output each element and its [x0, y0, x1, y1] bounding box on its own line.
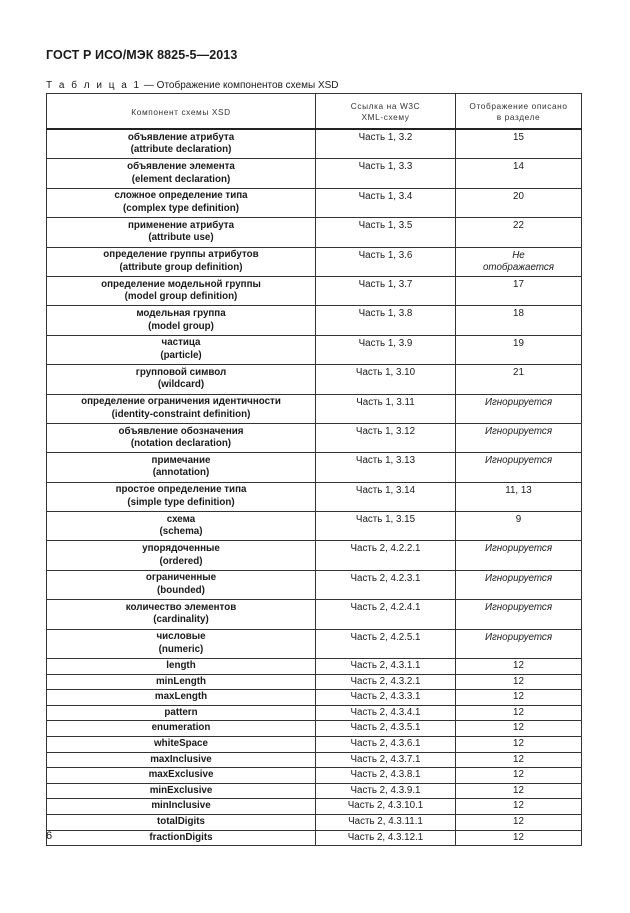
mapping-section-cell: [456, 335, 582, 364]
table-row: [47, 453, 582, 482]
table-caption-text: — Отображение компонентов схемы XSD: [141, 80, 339, 91]
component-name-english: (model group definition): [124, 291, 238, 303]
w3c-reference-cell: Часть 2, 4.2.3.1: [316, 570, 456, 599]
table-caption-label: Т а б л и ц а 1: [46, 80, 142, 91]
w3c-reference-cell: Часть 2, 4.3.8.1: [316, 768, 456, 784]
mapping-section: 20: [513, 190, 524, 202]
mapping-section-cell: [456, 705, 582, 721]
component-name-english: (identity-constraint definition): [111, 408, 251, 420]
mapping-section-cell: [456, 306, 582, 335]
table-row: [47, 159, 582, 188]
component-name: minExclusive: [149, 784, 213, 796]
mapping-section-cell: [456, 737, 582, 753]
mapping-section-cell: [456, 674, 582, 690]
w3c-reference-cell: Часть 2, 4.3.6.1: [316, 737, 456, 753]
table-row: [47, 690, 582, 706]
table-row: [47, 306, 582, 335]
component-name: схема: [166, 513, 196, 525]
mapping-section: 21: [513, 367, 524, 379]
w3c-reference-cell: Часть 1, 3.15: [316, 512, 456, 541]
mapping-section: 12: [513, 706, 524, 718]
mapping-section-cell: [456, 830, 582, 846]
component-name: maxLength: [154, 691, 208, 703]
mapping-section: 12: [513, 660, 524, 672]
w3c-reference-cell: Часть 1, 3.13: [316, 453, 456, 482]
mapping-section: 12: [513, 800, 524, 812]
component-name-english: (complex type definition): [123, 202, 239, 214]
mapping-section: 12: [513, 831, 524, 843]
mapping-section: 15: [513, 132, 524, 143]
table-row: [47, 218, 582, 247]
component-name-english: (particle): [160, 349, 202, 361]
mapping-section-cell: [456, 600, 582, 629]
mapping-section-cell: [456, 752, 582, 768]
component-name-english: (attribute group definition): [119, 261, 243, 273]
mapping-section: Игнорируется: [484, 396, 553, 408]
mapping-section-cell: [456, 423, 582, 452]
mapping-section-cell: [456, 512, 582, 541]
component-name-cell: [47, 783, 316, 799]
table-row: [47, 482, 582, 511]
component-name-cell: [47, 830, 316, 846]
component-name-cell: [47, 674, 316, 690]
component-name-cell: [47, 799, 316, 815]
w3c-reference-cell: Часть 1, 3.5: [316, 218, 456, 247]
w3c-reference-cell: Часть 2, 4.3.3.1: [316, 690, 456, 706]
component-name-english: (wildcard): [157, 379, 205, 391]
table-row: [47, 783, 582, 799]
mapping-section: Игнорируется: [484, 602, 553, 614]
mapping-section-cell: [456, 159, 582, 188]
mapping-section: Игнорируется: [484, 631, 553, 643]
w3c-reference-cell: Часть 1, 3.2: [316, 129, 456, 159]
table-caption: [46, 80, 339, 91]
mapping-section: 9: [515, 514, 522, 526]
component-name: ограниченные: [145, 572, 217, 584]
component-name-cell: [47, 600, 316, 629]
mapping-section-cell: [456, 276, 582, 305]
table-row: [47, 570, 582, 599]
component-name-english: (simple type definition): [127, 496, 235, 508]
component-name: определение группы атрибутов: [103, 249, 259, 261]
table-row: [47, 814, 582, 830]
w3c-reference-cell: Часть 1, 3.7: [316, 276, 456, 305]
w3c-reference-cell: Часть 2, 4.3.11.1: [316, 814, 456, 830]
component-name-cell: [47, 752, 316, 768]
mapping-section-cell: [456, 629, 582, 658]
mapping-section: Игнорируется: [484, 572, 553, 584]
table-row: [47, 768, 582, 784]
table-row: [47, 799, 582, 815]
mapping-section: 19: [513, 337, 524, 349]
mapping-section: Не: [512, 249, 525, 261]
mapping-section-cell: [456, 453, 582, 482]
table-row: [47, 830, 582, 846]
component-name-cell: [47, 394, 316, 423]
component-name-english: (annotation): [152, 467, 210, 479]
component-name-cell: [47, 453, 316, 482]
component-name-english: (ordered): [159, 555, 203, 567]
mapping-section-cell: [456, 799, 582, 815]
component-name: pattern: [164, 706, 198, 718]
component-name: упорядоченные: [142, 543, 220, 555]
table-row: [47, 629, 582, 658]
mapping-section: Игнорируется: [484, 425, 553, 437]
component-name-english: (model group): [148, 320, 214, 332]
mapping-section: 12: [513, 738, 524, 749]
component-name: maxExclusive: [148, 769, 214, 781]
mapping-section: Игнорируется: [484, 543, 553, 555]
w3c-reference-cell: Часть 2, 4.3.12.1: [316, 830, 456, 846]
table-header-row: [47, 94, 582, 130]
component-name: fractionDigits: [149, 831, 213, 843]
mapping-section-cell: [456, 247, 582, 276]
mapping-section: 12: [513, 691, 524, 703]
component-name: minLength: [155, 675, 207, 687]
w3c-reference-cell: Часть 1, 3.8: [316, 306, 456, 335]
mapping-section-cell: [456, 394, 582, 423]
component-name: примечание: [151, 454, 211, 466]
w3c-reference-cell: Часть 1, 3.3: [316, 159, 456, 188]
mapping-section: 12: [513, 784, 524, 796]
component-name-cell: [47, 629, 316, 658]
w3c-reference-cell: Часть 1, 3.11: [316, 394, 456, 423]
component-name: объявление атрибута: [127, 131, 235, 143]
w3c-reference-cell: Часть 1, 3.12: [316, 423, 456, 452]
page-number: 6: [46, 830, 53, 842]
component-name-cell: [47, 423, 316, 452]
w3c-reference-cell: Часть 2, 4.3.4.1: [316, 705, 456, 721]
component-name-english: (schema): [159, 526, 203, 538]
w3c-reference-cell: Часть 2, 4.3.2.1: [316, 674, 456, 690]
w3c-reference-cell: Часть 1, 3.6: [316, 247, 456, 276]
w3c-reference-cell: Часть 2, 4.2.4.1: [316, 600, 456, 629]
component-name-english: (numeric): [158, 643, 204, 655]
component-name-cell: [47, 721, 316, 737]
w3c-reference-cell: Часть 2, 4.3.1.1: [316, 659, 456, 675]
table-row: [47, 247, 582, 276]
mapping-section-cell: [456, 783, 582, 799]
document-title: ГОСТ Р ИСО/МЭК 8825-5—2013: [46, 48, 238, 62]
component-name-cell: [47, 218, 316, 247]
component-name-english: (attribute declaration): [130, 144, 232, 156]
w3c-reference-cell: Часть 2, 4.2.2.1: [316, 541, 456, 570]
component-name-cell: [47, 188, 316, 217]
component-name: length: [166, 660, 196, 672]
table-row: [47, 721, 582, 737]
table-row: [47, 335, 582, 364]
table-row: [47, 394, 582, 423]
component-name: maxInclusive: [150, 753, 212, 765]
component-name-english: (attribute use): [148, 232, 214, 244]
mapping-section-cell: [456, 690, 582, 706]
component-name: применение атрибута: [127, 219, 235, 231]
mapping-section-cell: [456, 659, 582, 675]
component-name-cell: [47, 705, 316, 721]
w3c-reference-cell: Часть 2, 4.3.7.1: [316, 752, 456, 768]
component-name-english: (bounded): [157, 585, 205, 597]
component-name: minInclusive: [151, 800, 211, 812]
component-name-cell: [47, 737, 316, 753]
w3c-reference-cell: Часть 1, 3.4: [316, 188, 456, 217]
mapping-section: 11, 13: [505, 484, 532, 496]
component-name: объявление обозначения: [118, 425, 244, 437]
table-row: [47, 129, 582, 159]
mapping-section-cell: [456, 570, 582, 599]
component-name: totalDigits: [157, 815, 205, 827]
table-row: [47, 423, 582, 452]
component-name: enumeration: [151, 722, 211, 734]
component-name-cell: [47, 276, 316, 305]
table-row: [47, 365, 582, 394]
component-name-cell: [47, 541, 316, 570]
component-name: частица: [161, 337, 201, 349]
mapping-section: 22: [513, 220, 524, 232]
table-row: [47, 674, 582, 690]
w3c-reference-cell: Часть 2, 4.3.9.1: [316, 783, 456, 799]
component-name-cell: [47, 570, 316, 599]
w3c-reference-cell: Часть 2, 4.3.10.1: [316, 799, 456, 815]
mapping-section: 12: [513, 675, 524, 687]
mapping-section: 18: [513, 308, 524, 320]
w3c-reference-cell: Часть 2, 4.2.5.1: [316, 629, 456, 658]
component-name-english: (cardinality): [153, 614, 209, 626]
w3c-reference-cell: Часть 1, 3.9: [316, 335, 456, 364]
component-name-cell: [47, 768, 316, 784]
component-name-cell: [47, 365, 316, 394]
mapping-section-cell: [456, 768, 582, 784]
table-row: [47, 737, 582, 753]
mapping-section-cell: [456, 129, 582, 159]
column-header-component: Компонент схемы XSD: [47, 94, 316, 130]
table-row: [47, 512, 582, 541]
component-name: простое определение типа: [115, 484, 247, 496]
table-row: [47, 659, 582, 675]
component-name-cell: [47, 129, 316, 159]
table-row: [47, 276, 582, 305]
w3c-reference-cell: Часть 1, 3.10: [316, 365, 456, 394]
component-name: сложное определение типа: [114, 190, 248, 202]
mapping-section: 17: [513, 278, 524, 290]
mapping-section: Игнорируется: [484, 455, 553, 467]
w3c-reference-cell: Часть 1, 3.14: [316, 482, 456, 511]
mapping-section: 12: [513, 769, 524, 781]
component-name: определение ограничения идентичности: [81, 396, 281, 408]
mapping-section: 12: [513, 815, 524, 827]
table-body: [47, 129, 582, 846]
mapping-section-cell: [456, 541, 582, 570]
component-name-cell: [47, 247, 316, 276]
mapping-section: 14: [513, 161, 524, 173]
component-name-cell: [47, 159, 316, 188]
mapping-section: 12: [513, 753, 524, 765]
mapping-section-cell: [456, 188, 582, 217]
mapping-section-cell: [456, 365, 582, 394]
xsd-components-table: [46, 93, 582, 846]
component-name: количество элементов: [125, 601, 237, 613]
table-row: [47, 705, 582, 721]
component-name: объявление элемента: [127, 160, 235, 172]
mapping-section: 12: [513, 722, 524, 734]
mapping-section-cell: [456, 482, 582, 511]
component-name-cell: [47, 814, 316, 830]
column-header-mapping-section: Отображение описано в разделе: [456, 94, 582, 130]
mapping-section-continued: отображается: [482, 262, 555, 274]
table-row: [47, 188, 582, 217]
mapping-section-cell: [456, 814, 582, 830]
component-name-cell: [47, 512, 316, 541]
mapping-section-cell: [456, 721, 582, 737]
w3c-reference-cell: Часть 2, 4.3.5.1: [316, 721, 456, 737]
table-row: [47, 541, 582, 570]
component-name-english: (notation declaration): [130, 438, 232, 450]
component-name: числовые: [156, 631, 206, 643]
column-header-w3c-reference: Ссылка на W3C XML-схему: [316, 94, 456, 130]
component-name-english: (element declaration): [131, 173, 231, 185]
component-name-cell: [47, 482, 316, 511]
component-name-cell: [47, 659, 316, 675]
component-name: whiteSpace: [154, 738, 208, 749]
component-name-cell: [47, 690, 316, 706]
component-name-cell: [47, 306, 316, 335]
component-name: определение модельной группы: [101, 278, 261, 290]
table-row: [47, 600, 582, 629]
component-name: групповой символ: [135, 366, 227, 378]
component-name-cell: [47, 335, 316, 364]
mapping-section-cell: [456, 218, 582, 247]
table-row: [47, 752, 582, 768]
component-name: модельная группа: [136, 307, 226, 319]
